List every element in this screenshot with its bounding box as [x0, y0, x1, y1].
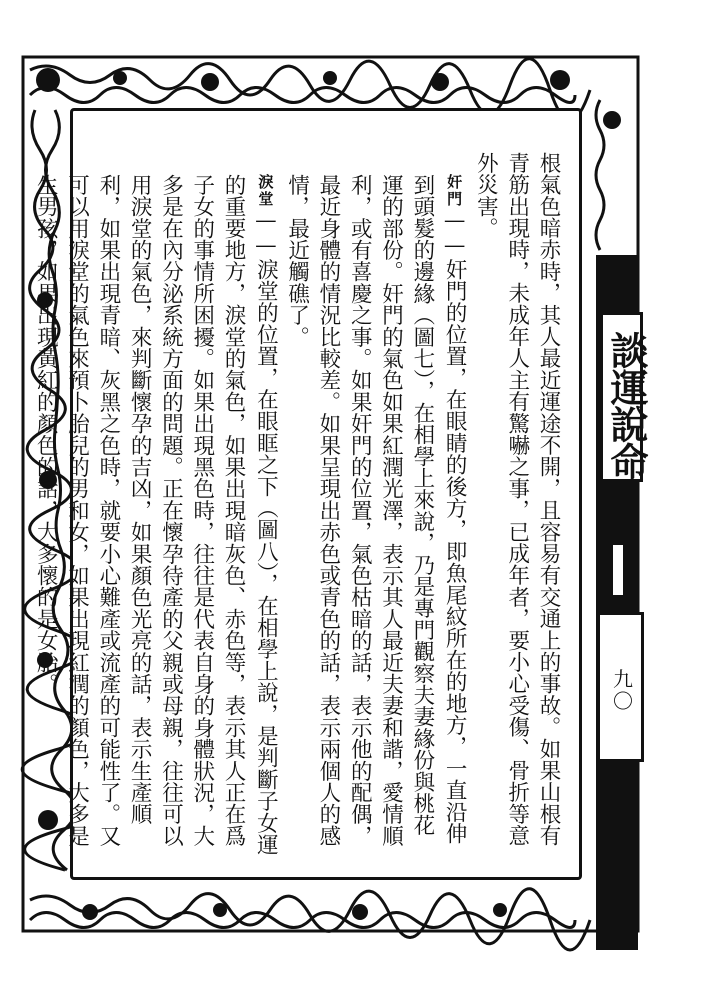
term-leitang: 淚堂	[256, 173, 275, 208]
body-text	[33, 152, 564, 857]
paragraph-3-text: ——淚堂的位置，在眼眶之下（圖八），在相學上說，是判斷子女運的重要地方，淚堂的氣色，如果出現暗灰色、赤色等，表示其人正在爲子女的事情所困擾。如果出現黑色時，往往是代表自身的身體狀況，大多是在內分泌系統方面的問題。正在懷孕待產的父親或母親，往往可以用淚堂的氣色，來判斷懷孕的吉凶，如果顏色光亮的話，表示生產順利，如果出現青暗、灰黑之色時，就要小心難產或流產的可能性了。又可以用淚堂的氣色來預卜胎兒的男和女，如果出現紅潤的顏色，大多是生男孩，如果出現黃紅的顏色的話，大多懷的是女胎。	[33, 173, 279, 855]
side-tab-marker	[613, 545, 623, 595]
book-title: 談運說命	[604, 331, 649, 479]
paragraph-2-text: ——奸門的位置，在眼睛的後方，即魚尾紋所在的地方，一直沿伸到頭髮的邊緣（圖七），在相學上來說，乃是專門觀察夫妻緣份與桃花運的部份。奸門的氣色如果紅潤光澤，表示其人最近夫妻和諧，愛情順利，或有喜慶之事。如果奸門的位置，氣色枯暗的話，表示他的配偶，最近身體的情況比較差。如果呈現出赤色或青色的話，表示兩個人的感情，最近觸礁了。	[284, 173, 468, 847]
term-jianmen: 奸門	[445, 173, 464, 208]
paragraph-2	[281, 152, 470, 857]
paragraph-3	[30, 152, 281, 857]
page-number: 九〇	[613, 667, 633, 713]
paragraph-1: 根氣色暗赤時，其人最近運途不開，且容易有交通上的事故。如果山根有青筋出現時，未成年人主有驚嚇之事，已成年者，要小心受傷、骨折等意外災害。	[473, 152, 561, 847]
